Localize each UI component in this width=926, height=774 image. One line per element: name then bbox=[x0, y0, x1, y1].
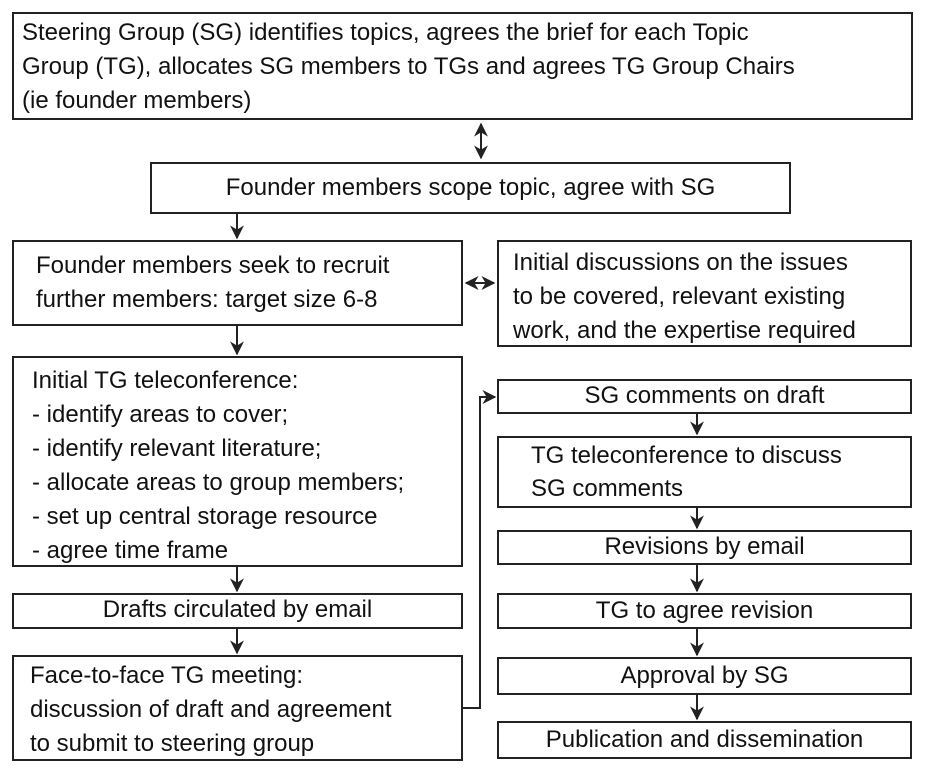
box-text-line: Initial TG teleconference: bbox=[32, 367, 299, 394]
box-text-line: - allocate areas to group members; bbox=[32, 469, 405, 496]
box-text-line: TG teleconference to discuss bbox=[531, 442, 842, 469]
box-text-line: SG comments on draft bbox=[584, 382, 825, 409]
box-text-line: Revisions by email bbox=[604, 533, 805, 560]
box-text-line: Founder members seek to recruit bbox=[36, 252, 390, 279]
box-text-line: (ie founder members) bbox=[22, 87, 252, 114]
box-text-line: - set up central storage resource bbox=[32, 503, 378, 530]
box-text-line: Drafts circulated by email bbox=[102, 596, 373, 623]
box-text-line: TG to agree revision bbox=[595, 597, 814, 624]
box-text-line: - agree time frame bbox=[32, 537, 229, 564]
box-text-line: work, and the expertise required bbox=[513, 317, 856, 344]
box-text-line: to be covered, relevant existing bbox=[513, 283, 846, 310]
box-text-line: - identify relevant literature; bbox=[32, 435, 322, 462]
box-text-line: - identify areas to cover; bbox=[32, 401, 289, 428]
box-text-line: Approval by SG bbox=[620, 662, 789, 689]
box-text-line: Group (TG), allocates SG members to TGs and agrees TG Group Chairs bbox=[22, 53, 795, 80]
box-text-line: Founder members scope topic, agree with SG bbox=[225, 174, 716, 201]
box-text-line: discussion of draft and agreement bbox=[30, 696, 392, 723]
box-text-line: Face-to-face TG meeting: bbox=[30, 662, 303, 689]
box-text-line: Steering Group (SG) identifies topics, agrees the brief for each Topic bbox=[22, 19, 749, 46]
box-text-line: Initial discussions on the issues bbox=[513, 249, 848, 276]
box-text-line: further members: target size 6-8 bbox=[36, 286, 378, 313]
box-text-line: Publication and dissemination bbox=[545, 726, 864, 753]
arrow-meeting-sgcomments bbox=[463, 397, 495, 708]
box-text-line: SG comments bbox=[531, 475, 684, 502]
box-text-line: to submit to steering group bbox=[30, 730, 315, 757]
